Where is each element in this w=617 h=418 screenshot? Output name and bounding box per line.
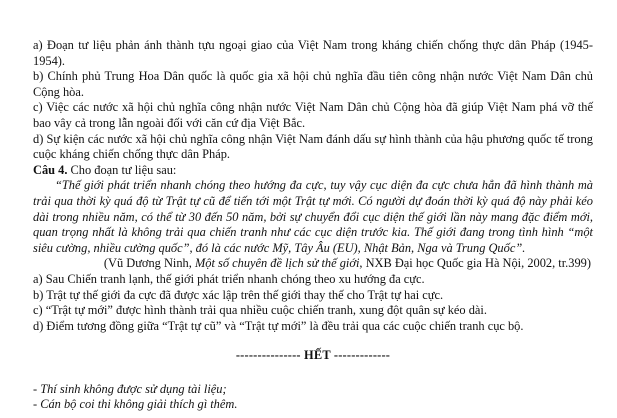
q4-option-a: a) Sau Chiến tranh lạnh, thế giới phát triển nhanh chóng theo xu hướng đa cực. [33, 271, 425, 286]
question-4-source [33, 256, 593, 272]
source-title: Một số chuyên đề lịch sử thế giới [194, 256, 360, 271]
question-4-heading [33, 163, 593, 179]
end-marker: --------------- HẾT ------------- [235, 348, 391, 363]
part3-options [33, 38, 593, 163]
option-a: a) Đoạn tư liệu phản ánh thành tựu ngoại giao của Việt Nam trong kháng chiến chống thực dân Pháp (1945-1954). [33, 38, 593, 68]
question-4-label: Câu 4. [33, 162, 68, 177]
question-4-prompt: Cho đoạn tư liệu sau: [67, 162, 177, 177]
option-c: c) Việc các nước xã hội chủ nghĩa công nhận nước Việt Nam Dân chủ Cộng hòa đã giúp Việt Nam phá vỡ thế bao vây cả trong lẫn ngoài đối với căn cứ địa Việt Bắc. [33, 100, 593, 130]
source-author: (Vũ Dương Ninh, [103, 256, 195, 271]
q4-option-c: c) “Trật tự mới” được hình thành trải qua nhiều cuộc chiến tranh, xung đột quân sự kéo dài. [33, 303, 487, 318]
source-rest: , NXB Đại học Quốc gia Hà Nội, 2002, tr.399) [359, 256, 591, 271]
q4-option-b: b) Trật tự thế giới đa cực đã được xác lập trên thế giới thay thế cho Trật tự hai cực. [33, 287, 444, 302]
exam-notes [33, 382, 593, 413]
exam-page [33, 38, 593, 413]
note-1: - Thí sinh không được sử dụng tài liệu; [33, 381, 227, 396]
question-4-quote: “Thế giới phát triển nhanh chóng theo hướng đa cực, tuy vậy cục diện đa cực chưa hẳn đã hình thành mà trải qua thời kỳ quá độ từ Trật tự cũ để tiến tới một Trật tự mới. Có người dự đoán thời kỳ quá độ này phải kéo dài trong nhiều năm, có thể từ 30 đến 50 năm, bởi sự chuyển đổi cục diện thế giới lần này mang đặc điểm mới, quan trọng nhất là không trải qua chiến tranh như các cục diện trước kia. Thế giới đang trong tình hình “một siêu cường, nhiều cường quốc”, đó là các nước Mỹ, Tây Âu (EU), Nhật Bản, Nga và Trung Quốc”. [33, 178, 593, 255]
note-2: - Cán bộ coi thi không giải thích gì thêm. [33, 397, 238, 412]
option-b: b) Chính phủ Trung Hoa Dân quốc là quốc gia xã hội chủ nghĩa đầu tiên công nhận nước Việt Nam Dân chủ Cộng hòa. [33, 69, 593, 99]
option-d: d) Sự kiện các nước xã hội chủ nghĩa công nhận Việt Nam đánh dấu sự hình thành của hậu phương quốc tế trong cuộc kháng chiến chống thực dân Pháp. [33, 131, 593, 162]
question-4 [33, 163, 593, 335]
q4-option-d: d) Điểm tương đồng giữa “Trật tự cũ” và “Trật tự mới” là đều trải qua các cuộc chiến tranh cục bộ. [33, 318, 524, 333]
